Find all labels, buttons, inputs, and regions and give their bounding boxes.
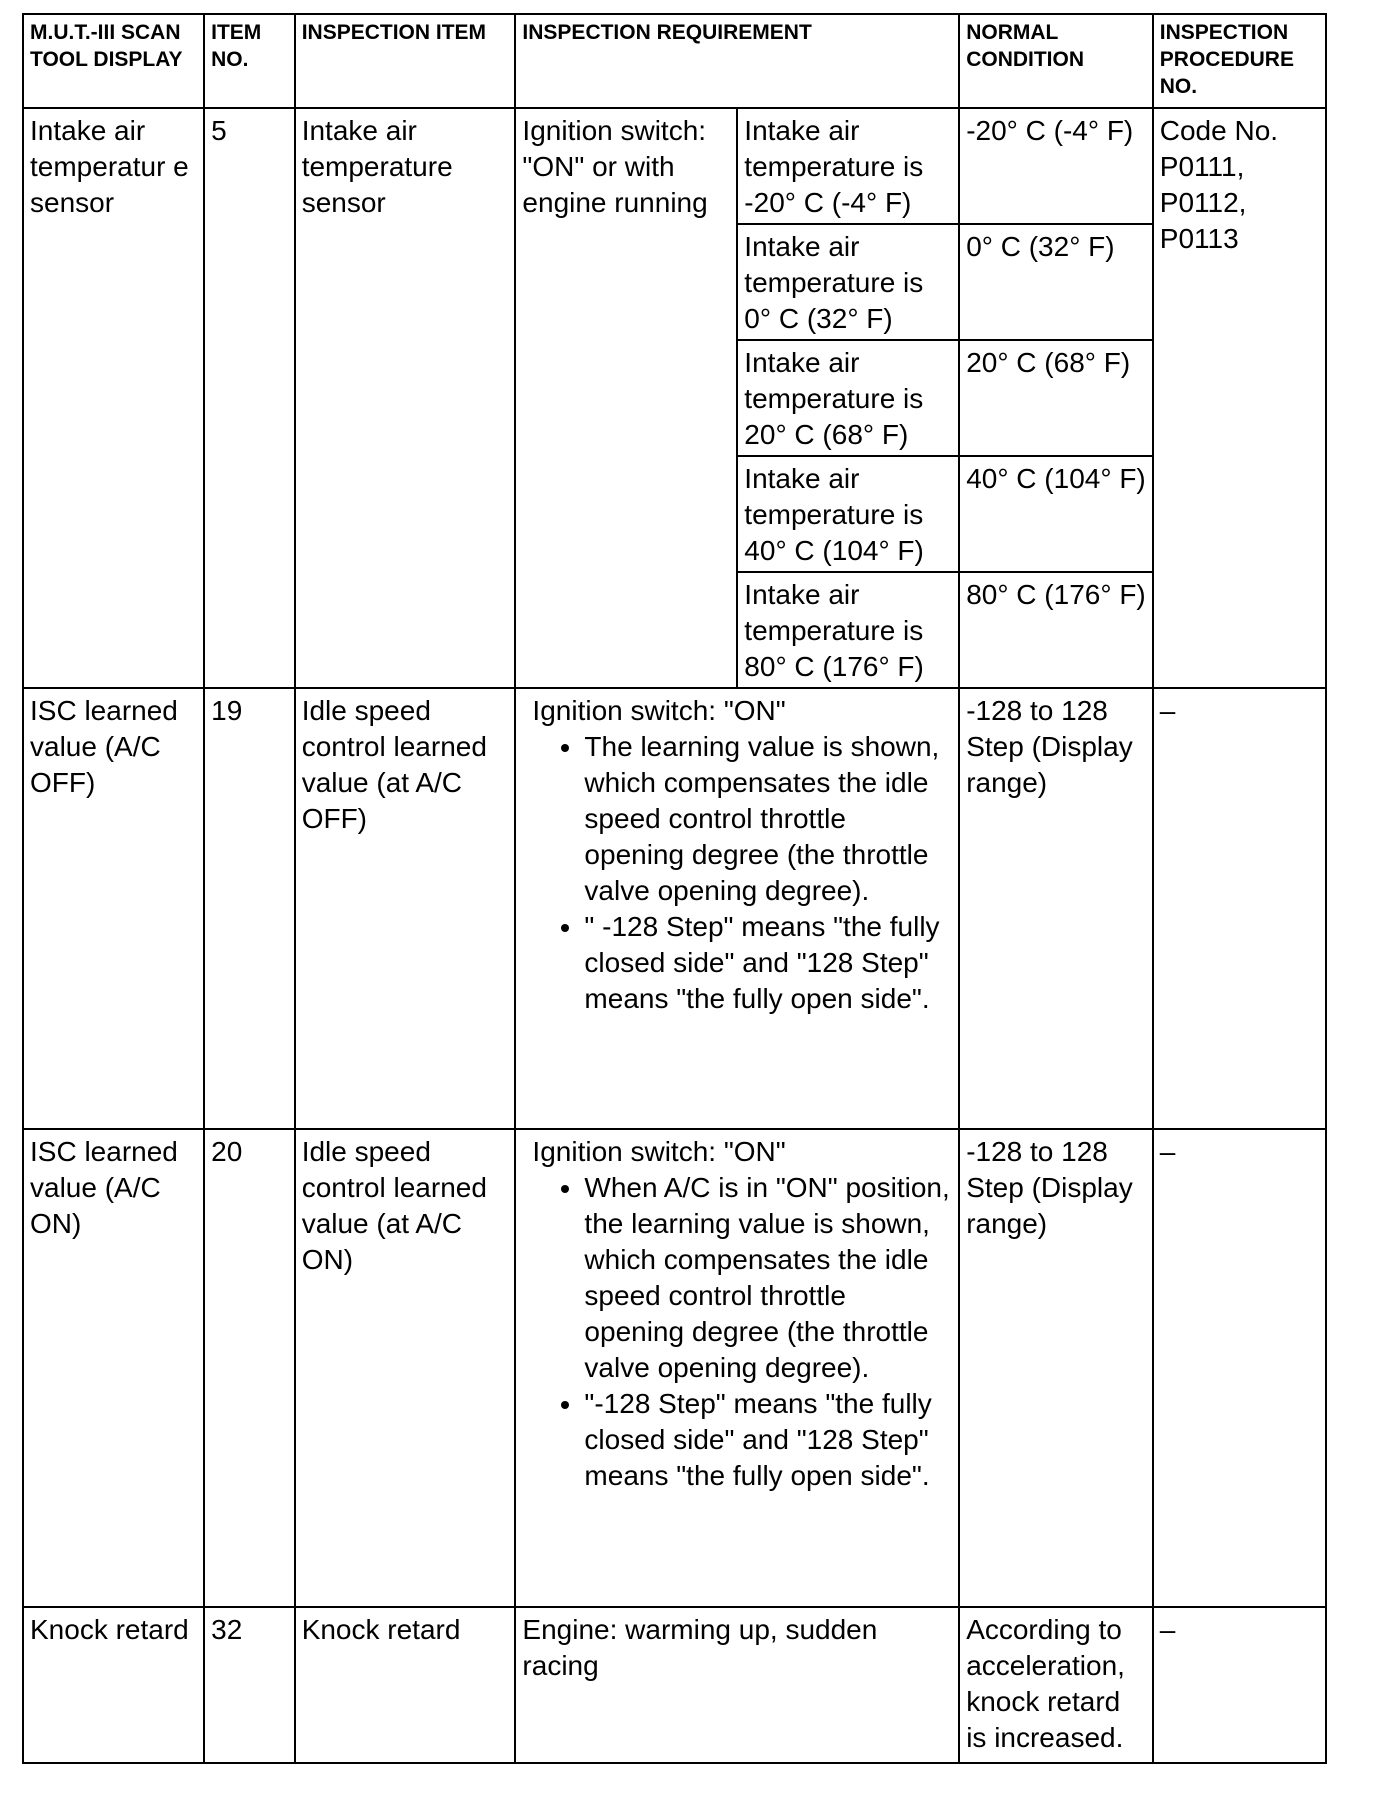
list-item: • " -128 Step" means "the fully closed side" and "128 Step" means "the fully open side". (584, 909, 952, 1017)
cell-inspection-item: Intake air temperature sensor (295, 108, 516, 688)
cell-sub-requirement: Intake air temperature is 0° C (32° F) (737, 224, 959, 340)
table-row (23, 1607, 1326, 1763)
header-inspection-item: INSPECTION ITEM (295, 14, 516, 108)
cell-procedure-no: Code No. P0111, P0112, P0113 (1153, 108, 1326, 688)
cell-sub-requirement: Intake air temperature is 80° C (176° F) (737, 572, 959, 688)
cell-display: Intake air temperatur e sensor (23, 108, 204, 688)
requirement-lead: Ignition switch: "ON" (532, 1136, 786, 1167)
table-row (23, 688, 1326, 1129)
cell-sub-requirement: Intake air temperature is 20° C (68° F) (737, 340, 959, 456)
cell-item-no: 20 (204, 1129, 295, 1607)
cell-normal-condition: 40° C (104° F) (959, 456, 1153, 572)
cell-normal-condition: 20° C (68° F) (959, 340, 1153, 456)
header-normal-condition: NORMAL CONDITION (959, 14, 1153, 108)
header-inspection-requirement: INSPECTION REQUIREMENT (515, 14, 959, 108)
cell-normal-condition: According to acceleration, knock retard is increased. (959, 1607, 1153, 1763)
list-item: • "-128 Step" means "the fully closed side" and "128 Step" means "the fully open side". (584, 1386, 952, 1494)
cell-sub-requirement: Intake air temperature is -20° C (-4° F) (737, 108, 959, 224)
cell-inspection-item: Knock retard (295, 1607, 516, 1763)
cell-display: ISC learned value (A/C ON) (23, 1129, 204, 1607)
cell-normal-condition: -20° C (-4° F) (959, 108, 1153, 224)
cell-inspection-item: Idle speed control learned value (at A/C ON) (295, 1129, 516, 1607)
cell-normal-condition: -128 to 128 Step (Display range) (959, 1129, 1153, 1607)
table-row (23, 108, 1326, 224)
cell-inspection-requirement (515, 688, 959, 1129)
cell-normal-condition: 0° C (32° F) (959, 224, 1153, 340)
cell-inspection-item: Idle speed control learned value (at A/C OFF) (295, 688, 516, 1129)
header-procedure-no: INSPECTION PROCEDURE NO. (1153, 14, 1326, 108)
cell-procedure-no: – (1153, 688, 1326, 1129)
header-row (23, 14, 1326, 108)
cell-display: Knock retard (23, 1607, 204, 1763)
cell-display: ISC learned value (A/C OFF) (23, 688, 204, 1129)
header-display: M.U.T.-III SCAN TOOL DISPLAY (23, 14, 204, 108)
cell-procedure-no: – (1153, 1607, 1326, 1763)
requirement-list (522, 729, 952, 1017)
header-item-no: ITEM NO. (204, 14, 295, 108)
cell-normal-condition: -128 to 128 Step (Display range) (959, 688, 1153, 1129)
cell-inspection-requirement: Engine: warming up, sudden racing (515, 1607, 959, 1763)
cell-normal-condition: 80° C (176° F) (959, 572, 1153, 688)
table-row (23, 1129, 1326, 1607)
cell-procedure-no: – (1153, 1129, 1326, 1607)
cell-item-no: 5 (204, 108, 295, 688)
cell-condition: Ignition switch: "ON" or with engine running (515, 108, 737, 688)
inspection-table (22, 13, 1327, 1764)
cell-sub-requirement: Intake air temperature is 40° C (104° F) (737, 456, 959, 572)
requirement-lead: Ignition switch: "ON" (532, 695, 786, 726)
cell-item-no: 32 (204, 1607, 295, 1763)
cell-item-no: 19 (204, 688, 295, 1129)
cell-inspection-requirement (515, 1129, 959, 1607)
requirement-list (522, 1170, 952, 1494)
list-item: • When A/C is in "ON" position, the learning value is shown, which compensates the idle speed control throttle opening degree (the throttle valve opening degree). (584, 1170, 952, 1386)
list-item: • The learning value is shown, which compensates the idle speed control throttle opening degree (the throttle valve opening degree). (584, 729, 952, 909)
